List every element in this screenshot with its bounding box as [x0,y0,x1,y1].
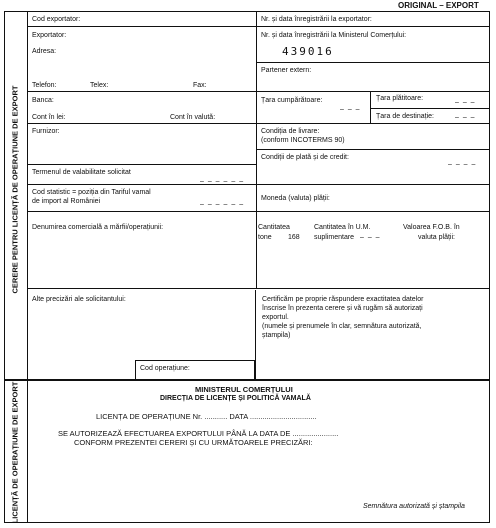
rule [27,288,490,289]
cantitatea-label-line1: Cantitatea [258,224,290,231]
rule [370,91,371,123]
tara-platitoare-label: Țara plătitoare: [376,95,424,102]
cod-statistic-line2: de import al României [32,198,101,205]
side-label-license: LICENȚĂ DE OPERAȚIUNE DE EXPORT [10,381,20,524]
conditii-plata-label: Condiții de plată și de credit: [261,154,349,161]
cod-statistic-value: – – – – – – [200,201,245,208]
nr-inregistrare-minister-label: Nr. și data înregistrării la Ministerul Comerțului: [261,32,407,39]
moneda-label: Moneda (valuta) plății: [261,195,330,202]
cantitatea-um-value: 168 [288,234,300,241]
conditii-plata-value: – – – – [448,161,477,168]
incoterms-label: (conform INCOTERMS 90) [261,137,345,144]
valoarea-label-line2: valuta plății: [418,234,455,241]
cod-statistic-line1: Cod statistic = poziția din Tariful vamal [32,189,151,196]
conditia-livrare-label: Condiția de livrare: [261,128,320,135]
certificam-line3: exportul. [262,314,289,321]
adresa-label: Adresa: [32,48,57,55]
tara-cumparatoare-value: – – – [340,106,361,113]
termenul-valabilitate-label: Termenul de valabilitate solicitat [32,169,131,176]
cont-valuta-label: Cont în valută: [170,114,216,121]
authorize-line1: SE AUTORIZEAZĂ EFECTUAREA EXPORTULUI PÂNĂ LA DATA DE ...................... [58,429,339,438]
partener-extern-label: Partener extern: [261,67,312,74]
rule [27,91,490,92]
signature-caption: Semnătura autorizată și ștampila [363,503,465,510]
rule [256,149,490,150]
cont-lei-label: Cont în lei: [32,114,66,121]
alte-precizari-label: Alte precizări ale solicitantului: [32,296,126,303]
rule [27,184,490,185]
cantitatea-label-line2: tone [258,234,272,241]
nr-inregistrare-exportator-label: Nr. și data înregistrării la exportator: [261,16,372,23]
telefon-label: Telefon: [32,82,57,89]
banca-label: Banca: [32,97,54,104]
certificam-line2: înscrise în prezenta cerere și vă rugăm să autorizați [262,305,423,312]
tara-platitoare-value: – – – [455,99,476,106]
rule [27,26,490,27]
rule [27,164,256,165]
certificam-line4: (numele și prenumele în clar, semnătura autorizată, [262,323,422,330]
cantitatea-um-label-line1: Cantitatea în U.M. [314,224,371,231]
direction-title: DIRECȚIA DE LICENȚE ȘI POLITICĂ VAMALĂ [160,395,311,402]
side-column-divider [27,11,28,523]
telex-label: Telex: [90,82,109,89]
fax-label: Fax: [193,82,207,89]
rule [256,62,490,63]
cantitatea-um-label-line2: suplimentare [314,234,355,241]
furnizor-label: Furnizor: [32,128,60,135]
authorize-line2: CONFORM PREZENTEI CERERI ȘI CU URMĂTOARELE PRECIZĂRI: [74,438,313,447]
cod-operatiune-label: Cod operațiune: [140,365,190,372]
termenul-valabilitate-value: – – – – – – [200,178,245,185]
tara-destinatie-label: Țara de destinație: [376,113,434,120]
cod-exportator-label: Cod exportator: [32,16,81,23]
certificam-line5: ștampila) [262,332,291,339]
cantitatea-um-dashes: – – – [360,234,381,241]
center-divider-bottom [255,290,256,380]
rule [370,108,490,109]
tara-cumparatoare-label: Țara cumpărătoare: [261,97,323,104]
registration-number: 439016 [282,45,334,58]
valoarea-label-line1: Valoarea F.O.B. în [403,224,460,231]
side-label-request: CERERE PENTRU LICENȚĂ DE OPERAȚIUNE DE EXPORT [10,85,20,294]
license-number-line: LICENȚA DE OPERAȚIUNE Nr. ........... DATA ................................ [96,412,317,421]
rule [27,123,490,124]
denumirea-label: Denumirea comercială a mărfii/operațiunii: [32,224,164,231]
tara-destinatie-value: – – – [455,114,476,121]
header-label: ORIGINAL – EXPORT [398,1,479,10]
ministry-title: MINISTERUL COMERȚULUI [195,385,293,394]
certificam-line1: Certificăm pe proprie răspundere exactitatea datelor [262,296,424,303]
exportator-label: Exportator: [32,32,67,39]
rule [27,211,490,212]
